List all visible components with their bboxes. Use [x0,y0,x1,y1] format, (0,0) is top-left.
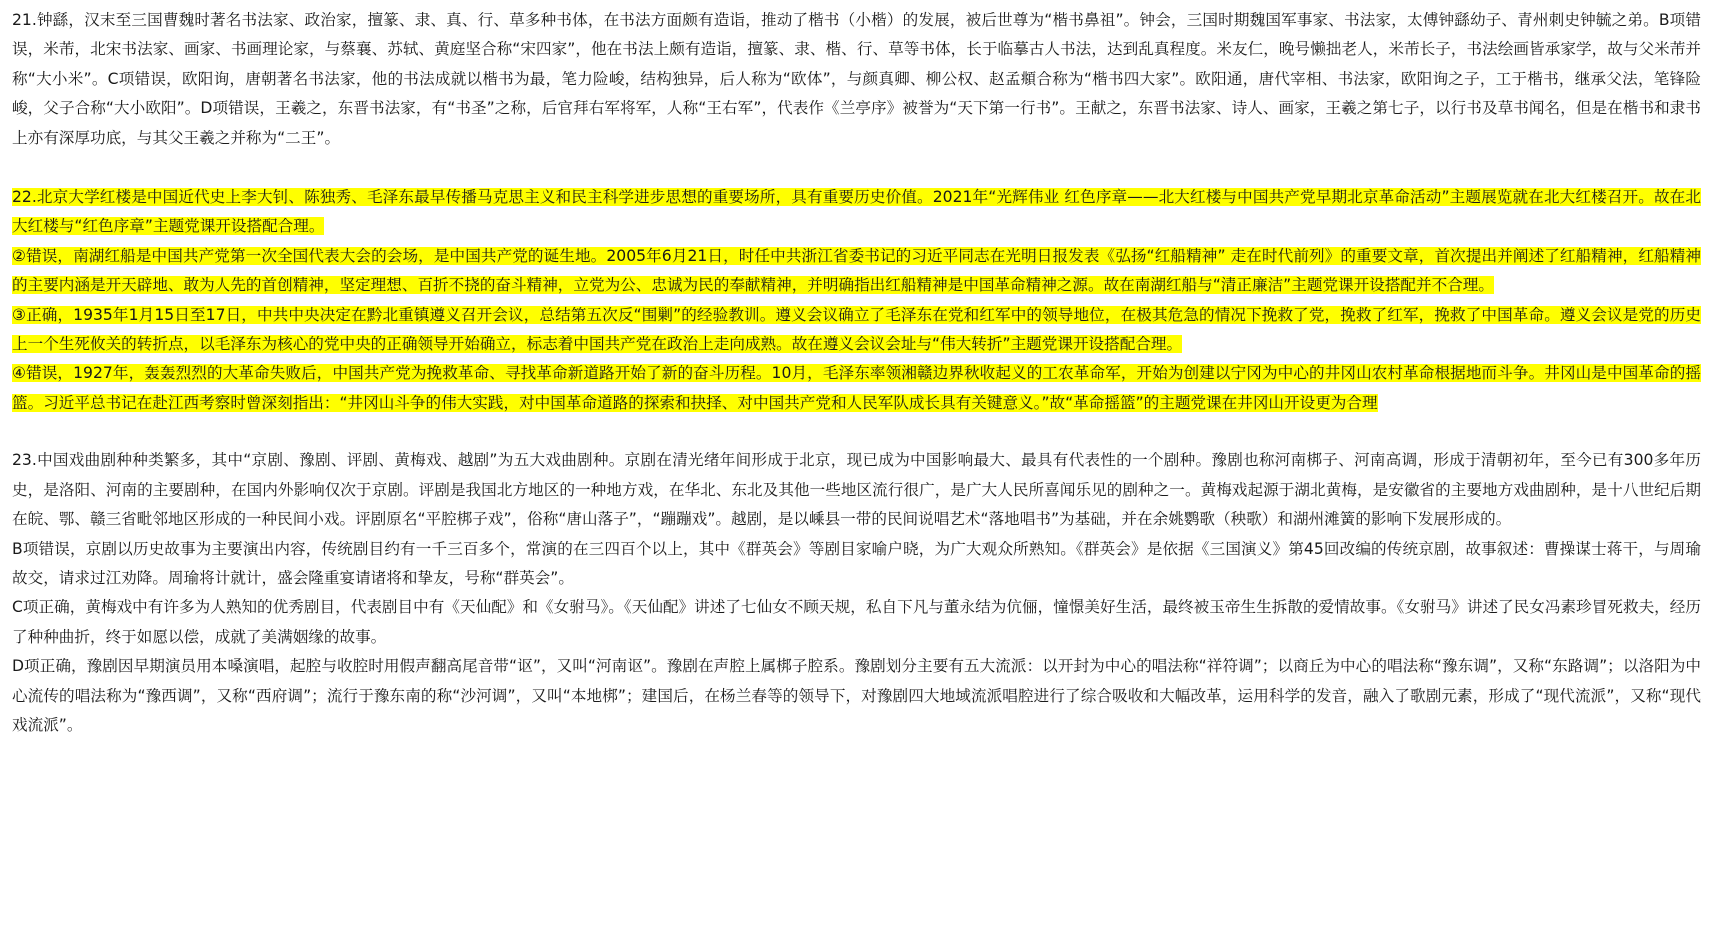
highlighted-text: ③正确，1935年1月15日至17日，中共中央决定在黔北重镇遵义召开会议，总结第五次反“围剿”的经验教训。遵义会议确立了毛泽东在党和红军中的领导地位，在极其危急的情况下挽救了党，挽救了红军，挽救了中国革命。遵义会议是党的历史上一个生死攸关的转折点，以毛泽东为核心的党中央的正确领导开始确立，标志着中国共产党在政治上走向成熟。故在遵义会议会址与“伟大转折”主题党课开设搭配合理。 [12,305,1701,354]
highlighted-text: ④错误，1927年，轰轰烈烈的大革命失败后，中国共产党为挽救革命、寻找革命新道路开始了新的奋斗历程。10月，毛泽东率领湘赣边界秋收起义的工农革命军，开始为创建以宁冈为中心的井冈山农村革命根据地而斗争。井冈山是中国革命的摇篮。习近平总书记在赴江西考察时曾深刻指出：“井冈山斗争的伟大实践，对中国革命道路的探索和抉择、对中国共产党和人民军队成长具有关键意义。”故“革命摇篮”的主题党课在井冈山开设更为合理 [12,364,1701,412]
answer-22-item-3 [12,301,1701,360]
highlighted-text: ②错误，南湖红船是中国共产党第一次全国代表大会的会场，是中国共产党的诞生地。2005年6月21日，时任中共浙江省委书记的习近平同志在光明日报发表《弘扬“红船精神” 走在时代前列》的重要文章，首次提出并阐述了红船精神，红船精神的主要内涵是开天辟地、敢为人先的首创精神，坚定理想、百折不挠的奋斗精神，立党为公、忠诚为民的奉献精神，并明确指出红船精神是中国革命精神之源。故在南湖红船与“清正廉洁”主题党课开设搭配并不合理。 [12,246,1701,295]
answer-22-highlighted-block [12,183,1701,418]
highlighted-text: 22.北京大学红楼是中国近代史上李大钊、陈独秀、毛泽东最早传播马克思主义和民主科学进步思想的重要场所，具有重要历史价值。2021年“光辉伟业 红色序章——北大红楼与中国共产党早期北京革命活动”主题展览就在北大红楼召开。故在北大红楼与“红色序章”主题党课开设搭配合理。 [12,188,1701,236]
answer-23-option-d: D项正确，豫剧因早期演员用本嗓演唱，起腔与收腔时用假声翻高尾音带“讴”，又叫“河南讴”。豫剧在声腔上属梆子腔系。豫剧划分主要有五大流派：以开封为中心的唱法称“祥符调”；以商丘为中心的唱法称“豫东调”，又称“东路调”；以洛阳为中心流传的唱法称为“豫西调”，又称“西府调”；流行于豫东南的称“沙河调”，又叫“本地梆”；建国后，在杨兰春等的领导下，对豫剧四大地域流派唱腔进行了综合吸收和大幅改革，运用科学的发音，融入了歌剧元素，形成了“现代流派”，又称“现代戏流派”。 [12,657,1701,734]
answer-23-option-c: C项正确，黄梅戏中有许多为人熟知的优秀剧目，代表剧目中有《天仙配》和《女驸马》。《天仙配》讲述了七仙女不顾天规，私自下凡与董永结为伉俪，憧憬美好生活，最终被玉帝生生拆散的爱情故事。《女驸马》讲述了民女冯素珍冒死救夫，经历了种种曲折，终于如愿以偿，成就了美满姻缘的故事。 [12,598,1701,646]
answer-21-paragraph: 21.钟繇，汉末至三国曹魏时著名书法家、政治家，擅篆、隶、真、行、草多种书体，在书法方面颇有造诣，推动了楷书（小楷）的发展，被后世尊为“楷书鼻祖”。钟会，三国时期魏国军事家、书法家，太傅钟繇幼子、青州刺史钟毓之弟。B项错误，米芾，北宋书法家、画家、书画理论家，与蔡襄、苏轼、黄庭坚合称“宋四家”，他在书法上颇有造诣，擅篆、隶、楷、行、草等书体，长于临摹古人书法，达到乱真程度。米友仁，晚号懒拙老人，米芾长子，书法绘画皆承家学，故与父米芾并称“大小米”。C项错误，欧阳询，唐朝著名书法家，他的书法成就以楷书为最，笔力险峻，结构独异，后人称为“欧体”，与颜真卿、柳公权、赵孟頫合称为“楷书四大家”。欧阳通，唐代宰相、书法家，欧阳询之子，工于楷书，继承父法，笔锋险峻，父子合称“大小欧阳”。D项错误，王羲之，东晋书法家，有“书圣”之称，后官拜右军将军，人称“王右军”，代表作《兰亭序》被誉为“天下第一行书”。王献之，东晋书法家、诗人、画家，王羲之第七子，以行书及草书闻名，但是在楷书和隶书上亦有深厚功底，与其父王羲之并称为“二王”。 [12,11,1701,147]
answer-23-intro: 23.中国戏曲剧种种类繁多，其中“京剧、豫剧、评剧、黄梅戏、越剧”为五大戏曲剧种。京剧在清光绪年间形成于北京，现已成为中国影响最大、最具有代表性的一个剧种。豫剧也称河南梆子、河南高调，形成于清朝初年，至今已有300多年历史，是洛阳、河南的主要剧种，在国内外影响仅次于京剧。评剧是我国北方地区的一种地方戏，在华北、东北及其他一些地区流行很广，是广大人民所喜闻乐见的剧种之一。黄梅戏起源于湖北黄梅，是安徽省的主要地方戏曲剧种，是十八世纪后期在皖、鄂、赣三省毗邻地区形成的一种民间小戏。评剧原名“平腔梆子戏”，俗称“唐山落子”，“蹦蹦戏”。越剧，是以嵊县一带的民间说唱艺术“落地唱书”为基础，并在余姚鹦歌（秧歌）和湖州滩簧的影响下发展形成的。 [12,451,1701,529]
paragraph-spacer [12,418,1701,446]
answer-22-item-2 [12,242,1701,301]
answer-22-intro [12,183,1701,242]
answer-23-option-b: B项错误，京剧以历史故事为主要演出内容，传统剧目约有一千三百多个，常演的在三四百个以上，其中《群英会》等剧目家喻户晓，为广大观众所熟知。《群英会》是依据《三国演义》第45回改编的传统京剧，故事叙述：曹操谋士蒋干，与周瑜故交，请求过江劝降。周瑜将计就计，盛会隆重宴请诸将和挚友，号称“群英会”。 [12,539,1701,587]
paragraph-spacer [12,153,1701,183]
answer-22-item-4 [12,359,1701,418]
